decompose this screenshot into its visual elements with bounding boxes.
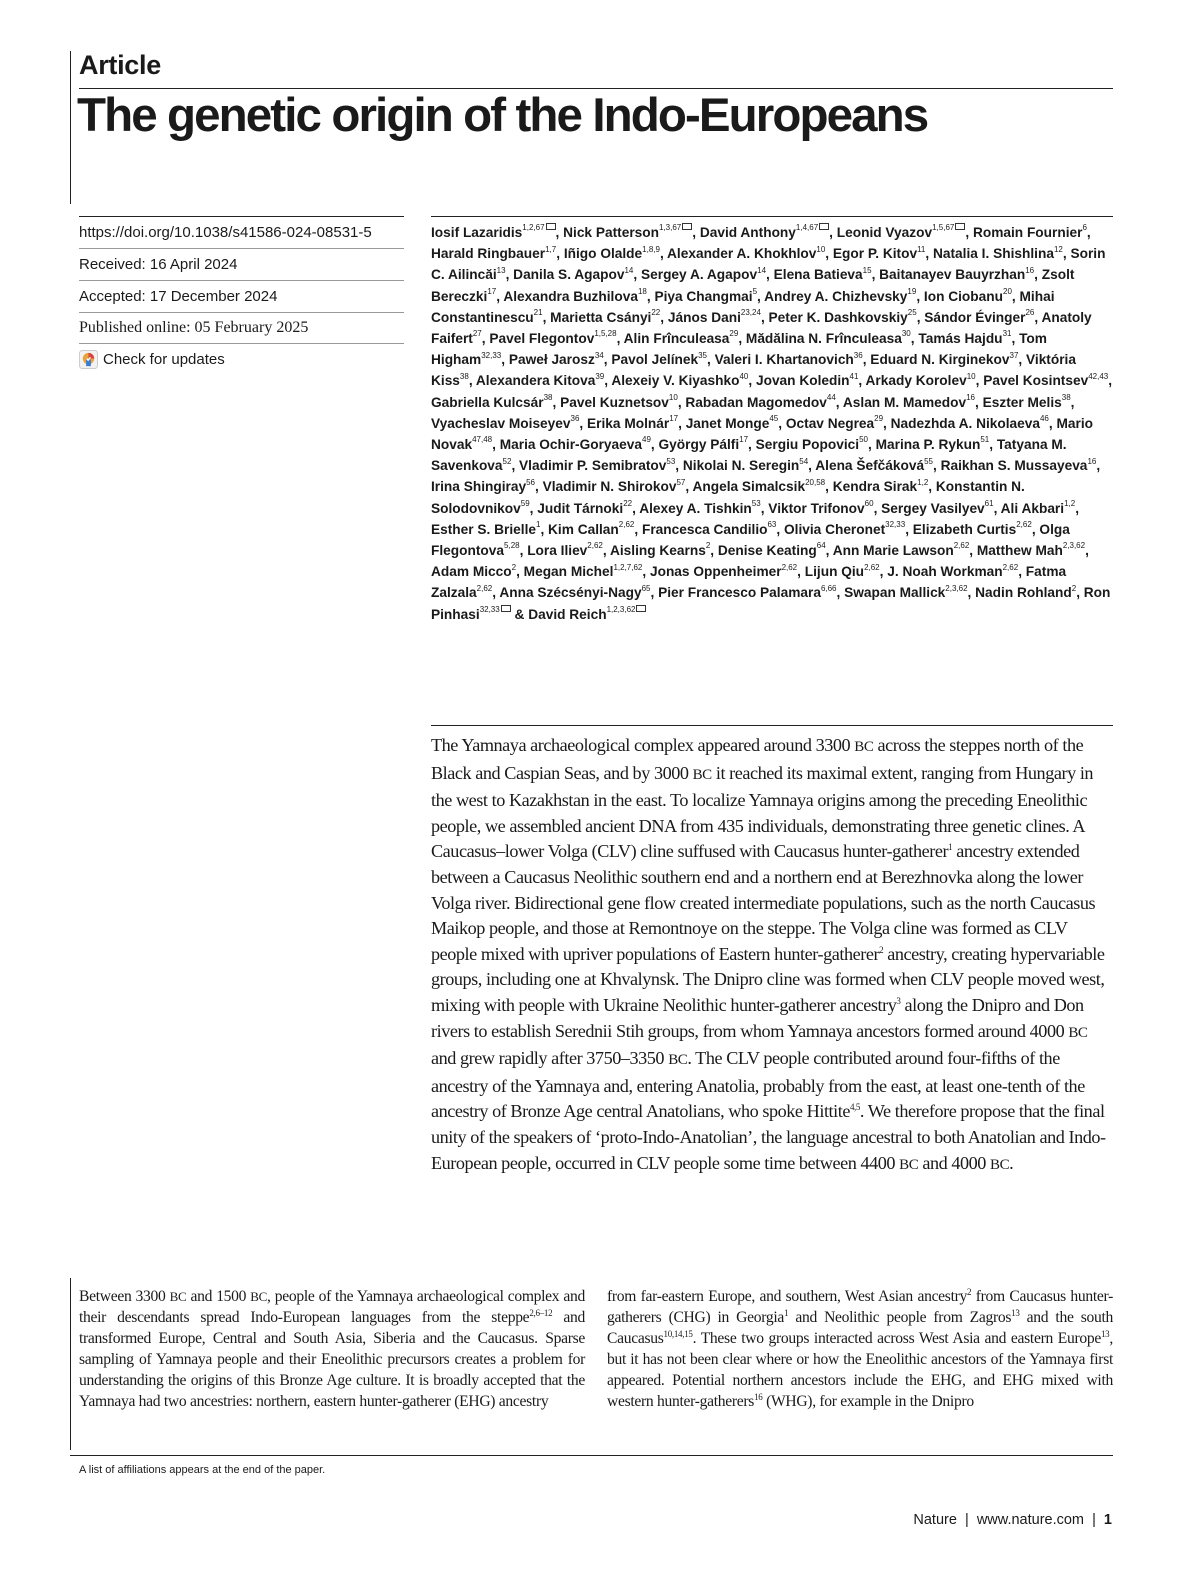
envelope-icon[interactable] [682, 223, 692, 230]
envelope-icon[interactable] [636, 605, 646, 612]
running-footer [913, 1512, 1112, 1528]
check-for-updates-link[interactable] [79, 350, 225, 369]
abstract-top-rule [431, 725, 1113, 726]
check-for-updates-label: Check for updates [103, 351, 225, 368]
doi-link[interactable]: https://doi.org/10.1038/s41586-024-08531-5 [79, 224, 372, 241]
body-left-rule [70, 1278, 71, 1450]
article-title: The genetic origin of the Indo-Europeans [77, 89, 928, 142]
header-left-rule [70, 51, 71, 204]
envelope-icon[interactable] [501, 605, 511, 612]
envelope-icon[interactable] [546, 223, 556, 230]
envelope-icon[interactable] [819, 223, 829, 230]
envelope-icon[interactable] [955, 223, 965, 230]
meta-divider [79, 248, 404, 249]
authors-top-rule [431, 216, 1113, 217]
meta-divider [79, 280, 404, 281]
body-column-right: from far-eastern Europe, and southern, West Asian ancestry$^2$ from Caucasus hunter-gatherers (CHG) in Georgia$^1$ and Neolithic people from Zagros$^{13}$ and the south Caucasus$^{10,14,15}$. These two groups interacted across West Asia and eastern Europe$^{13}$, but it has not been clear where or how the Eneolithic ancestors of the Yamnaya first appeared. Potential northern ancestors include the EHG, and EHG mixed with western hunter-gatherers$^{16}$ (WHG), for example in the Dnipro [607, 1286, 1113, 1410]
footer-separator: | [964, 1512, 969, 1528]
meta-divider [79, 312, 404, 313]
meta-divider [79, 343, 404, 344]
author-list: Iosif Lazaridis$^{1,2,67}$ , Nick Patterson$^{1,3,67}$ , David Anthony$^{1,4,67}$ , Leonid Vyazov$^{1,5,67}$ , Romain Fournier$^6$, Harald Ringbauer$^{1,7}$, Iñigo Olalde$^{1,8,9}$, Alexander A. Khokhlov$^{10}$, Egor P. Kitov$^{11}$, Natalia I. Shishlina$^{12}$, Sorin C. Ailincăi$^{13}$, Danila S. Agapov$^{14}$, Sergey A. Agapov$^{14}$, Elena Batieva$^{15}$, Baitanayev Bauyrzhan$^{16}$, Zsolt Bereczki$^{17}$, Alexandra Buzhilova$^{18}$, Piya Changmai$^5$, Andrey A. Chizhevsky$^{19}$, Ion Ciobanu$^{20}$, Mihai Constantinescu$^{21}$, Marietta Csányi$^{22}$, János Dani$^{23,24}$, Peter K. Dashkovskiy$^{25}$, Sándor Évinger$^{26}$, Anatoly Faifert$^{27}$, Pavel Flegontov$^{1,5,28}$, Alin Frînculeasa$^{29}$, Mădălina N. Frînculeasa$^{30}$, Tamás Hajdu$^{31}$, Tom Higham$^{32,33}$, Paweł Jarosz$^{34}$, Pavol Jelínek$^{35}$, Valeri I. Khartanovich$^{36}$, Eduard N. Kirginekov$^{37}$, Viktória Kiss$^{38}$, Alexandera Kitova$^{39}$, Alexeiy V. Kiyashko$^{40}$, Jovan Koledin$^{41}$, Arkady Korolev$^{10}$, Pavel Kosintsev$^{42,43}$, Gabriella Kulcsár$^{38}$, Pavel Kuznetsov$^{10}$, Rabadan Magomedov$^{44}$, Aslan M. Mamedov$^{16}$, Eszter Melis$^{38}$, Vyacheslav Moiseyev$^{36}$, Erika Molnár$^{17}$, Janet Monge$^{45}$, Octav Negrea$^{29}$, Nadezhda A. Nikolaeva$^{46}$, Mario Novak$^{47,48}$, Maria Ochir-Goryaeva$^{49}$, György Pálfi$^{17}$, Sergiu Popovici$^{50}$, Marina P. Rykun$^{51}$, Tatyana M. Savenkova$^{52}$, Vladimir P. Semibratov$^{53}$, Nikolai N. Seregin$^{54}$, Alena Šefčáková$^{55}$, Raikhan S. Mussayeva$^{16}$, Irina Shingiray$^{56}$, Vladimir N. Shirokov$^{57}$, Angela Simalcsik$^{20,58}$, Kendra Sirak$^{1,2}$, Konstantin N. Solodovnikov$^{59}$, Judit Tárnoki$^{22}$, Alexey A. Tishkin$^{53}$, Viktor Trifonov$^{60}$, Sergey Vasilyev$^{61}$, Ali Akbari$^{1,2}$, Esther S. Brielle$^1$, Kim Callan$^{2,62}$, Francesca Candilio$^{63}$, Olivia Cheronet$^{32,33}$, Elizabeth Curtis$^{2,62}$, Olga Flegontova$^{5,28}$, Lora Iliev$^{2,62}$, Aisling Kearns$^2$, Denise Keating$^{64}$, Ann Marie Lawson$^{2,62}$, Matthew Mah$^{2,3,62}$, Adam Micco$^2$, Megan Michel$^{1,2,7,62}$, Jonas Oppenheimer$^{2,62}$, Lijun Qiu$^{2,62}$, J. Noah Workman$^{2,62}$, Fatma Zalzala$^{2,62}$, Anna Szécsényi-Nagy$^{65}$, Pier Francesco Palamara$^{6,66}$, Swapan Mallick$^{2,3,62}$, Nadin Rohland$^2$, Ron Pinhasi$^{32,33}$ & David Reich$^{1,2,3,62}$ [431, 223, 1113, 622]
body-column-left: Between 3300 BC and 1500 BC, people of the Yamnaya archaeological complex and their descendants spread Indo-European languages from the steppe$^{2,6-12}$ and transformed Europe, Central and South Asia, Siberia and the Caucasus. Sparse sampling of Yamnaya people and their Eneolithic precursors creates a problem for understanding the origins of this Bronze Age culture. It is broadly accepted that the Yamnaya had two ancestries: northern, eastern hunter-gatherer (EHG) ancestry [79, 1288, 586, 1410]
published-date: Published online: 05 February 2025 [79, 319, 309, 336]
affiliations-footnote: A list of affiliations appears at the end of the paper. [79, 1464, 326, 1476]
journal-url[interactable]: www.nature.com [976, 1512, 1085, 1528]
accepted-date: Accepted: 17 December 2024 [79, 288, 278, 305]
crossmark-icon [79, 350, 98, 369]
received-date: Received: 16 April 2024 [79, 256, 238, 273]
journal-name: Nature [913, 1512, 957, 1528]
footer-separator: | [1092, 1512, 1096, 1528]
abstract: The Yamnaya archaeological complex appeared around 3300 BC across the steppes north of the Black and Caspian Seas, and by 3000 BC it reached its maximal extent, ranging from Hungary in the west to Kazakhstan in the east. To localize Yamnaya origins among the preceding Eneolithic people, we assembled ancient DNA from 435 individuals, demonstrating three genetic clines. A Caucasus–lower Volga (CLV) cline suffused with Caucasus hunter-gatherer$^1$ ancestry extended between a Caucasus Neolithic southern end and a northern end at Berezhnovka along the lower Volga river. Bidirectional gene flow created intermediate populations, such as the north Caucasus Maikop people, and those at Remontnoye on the steppe. The Volga cline was formed as CLV people mixed with upriver populations of Eastern hunter-gatherer$^2$ ancestry, creating hypervariable groups, including one at Khvalynsk. The Dnipro cline was formed when CLV people moved west, mixing with people with Ukraine Neolithic hunter-gatherer ancestry$^3$ along the Dnipro and Don rivers to establish Serednii Stih groups, from whom Yamnaya ancestors formed around 4000 BC and grew rapidly after 3750–3350 BC. The CLV people contributed around four-fifths of the ancestry of the Yamnaya and, entering Anatolia, probably from the east, at least one-tenth of the ancestry of Bronze Age central Anatolians, who spoke Hittite$^{4,5}$. We therefore propose that the final unity of the speakers of ‘proto-Indo-Anatolian’, the language ancestral to both Anatolian and Indo-European people, occurred in CLV people some time between 4400 BC and 4000 BC. [431, 735, 1106, 1173]
section-label: Article [79, 50, 161, 80]
page-number: 1 [1103, 1512, 1112, 1528]
footnote-rule [70, 1455, 1113, 1456]
meta-top-rule [79, 216, 404, 217]
